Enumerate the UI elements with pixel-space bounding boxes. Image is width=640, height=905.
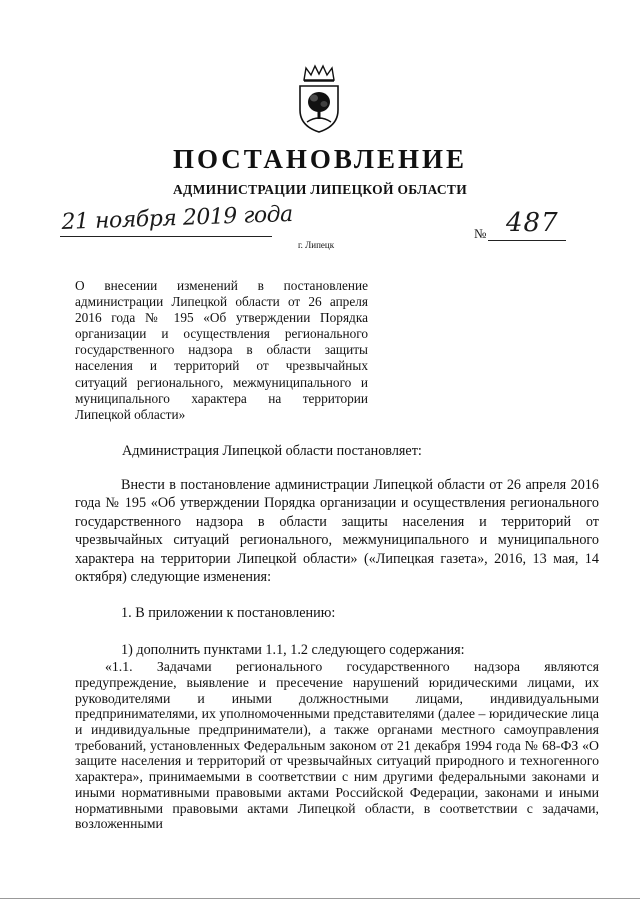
re-block: О внесении изменений в постановление администрации Липецкой области от 26 апреля 2016 года № 195 «Об утверждении Порядка организации и осуществления регионального государственного надзора в области защиты населения и территорий от чрезвычайных ситуаций регионального, межмуниципального и муниципального характера на территории Липецкой области» xyxy=(75,278,368,422)
number-label: № xyxy=(474,226,487,241)
number-underline xyxy=(488,240,566,241)
number-handwritten: 487 xyxy=(506,208,559,238)
date-underline xyxy=(60,236,272,237)
quote-paragraph-1-1: «1.1. Задачами регионального государственного надзора являются предупреждение, выявление и пресечение нарушений юридическими лицами, их руководителями и иными должностными лицами, индивидуальными предпринимателями, их уполномоченными представителями (далее – юридические лица и индивидуальные предприниматели), а также органами местного самоуправления требований, установленных Федеральным законом от 21 декабря 1994 года № 68-ФЗ «О защите населения и территорий от чрезвычайных ситуаций природного и техногенного характера», принимаемыми в соответствии с ним другими федеральными законами и иными нормативными правовыми актами Российской Федерации, законами и иными нормативными правовыми актами Липецкой области, в соответствии с задачами, возложенными xyxy=(75,659,599,832)
lipetsk-coat-of-arms-icon xyxy=(294,64,344,134)
page-bottom-rule xyxy=(0,898,640,899)
city-label: г. Липецк xyxy=(298,240,335,250)
subitem-1: 1) дополнить пунктами 1.1, 1.2 следующего содержания: xyxy=(121,641,465,658)
document-body xyxy=(75,476,599,832)
date-handwritten: 21 ноября 2019 года xyxy=(61,201,294,235)
intro-line: Администрация Липецкой области постановляет: xyxy=(122,443,422,459)
item-1: 1. В приложении к постановлению: xyxy=(121,605,336,622)
document-subtitle: АДМИНИСТРАЦИИ ЛИПЕЦКОЙ ОБЛАСТИ xyxy=(172,182,468,197)
document-title: ПОСТАНОВЛЕНИЕ xyxy=(172,144,468,174)
main-paragraph: Внести в постановление администрации Липецкой области от 26 апреля 2016 года № 195 «Об утверждении Порядка организации и осуществления регионального государственного надзора в области защиты населения и территорий от чрезвычайных ситуаций регионального, межмуниципального и муниципального характера на территории Липецкой области» («Липецкая газета», 2016, 13 мая, 14 октября) следующие изменения: xyxy=(75,477,599,586)
